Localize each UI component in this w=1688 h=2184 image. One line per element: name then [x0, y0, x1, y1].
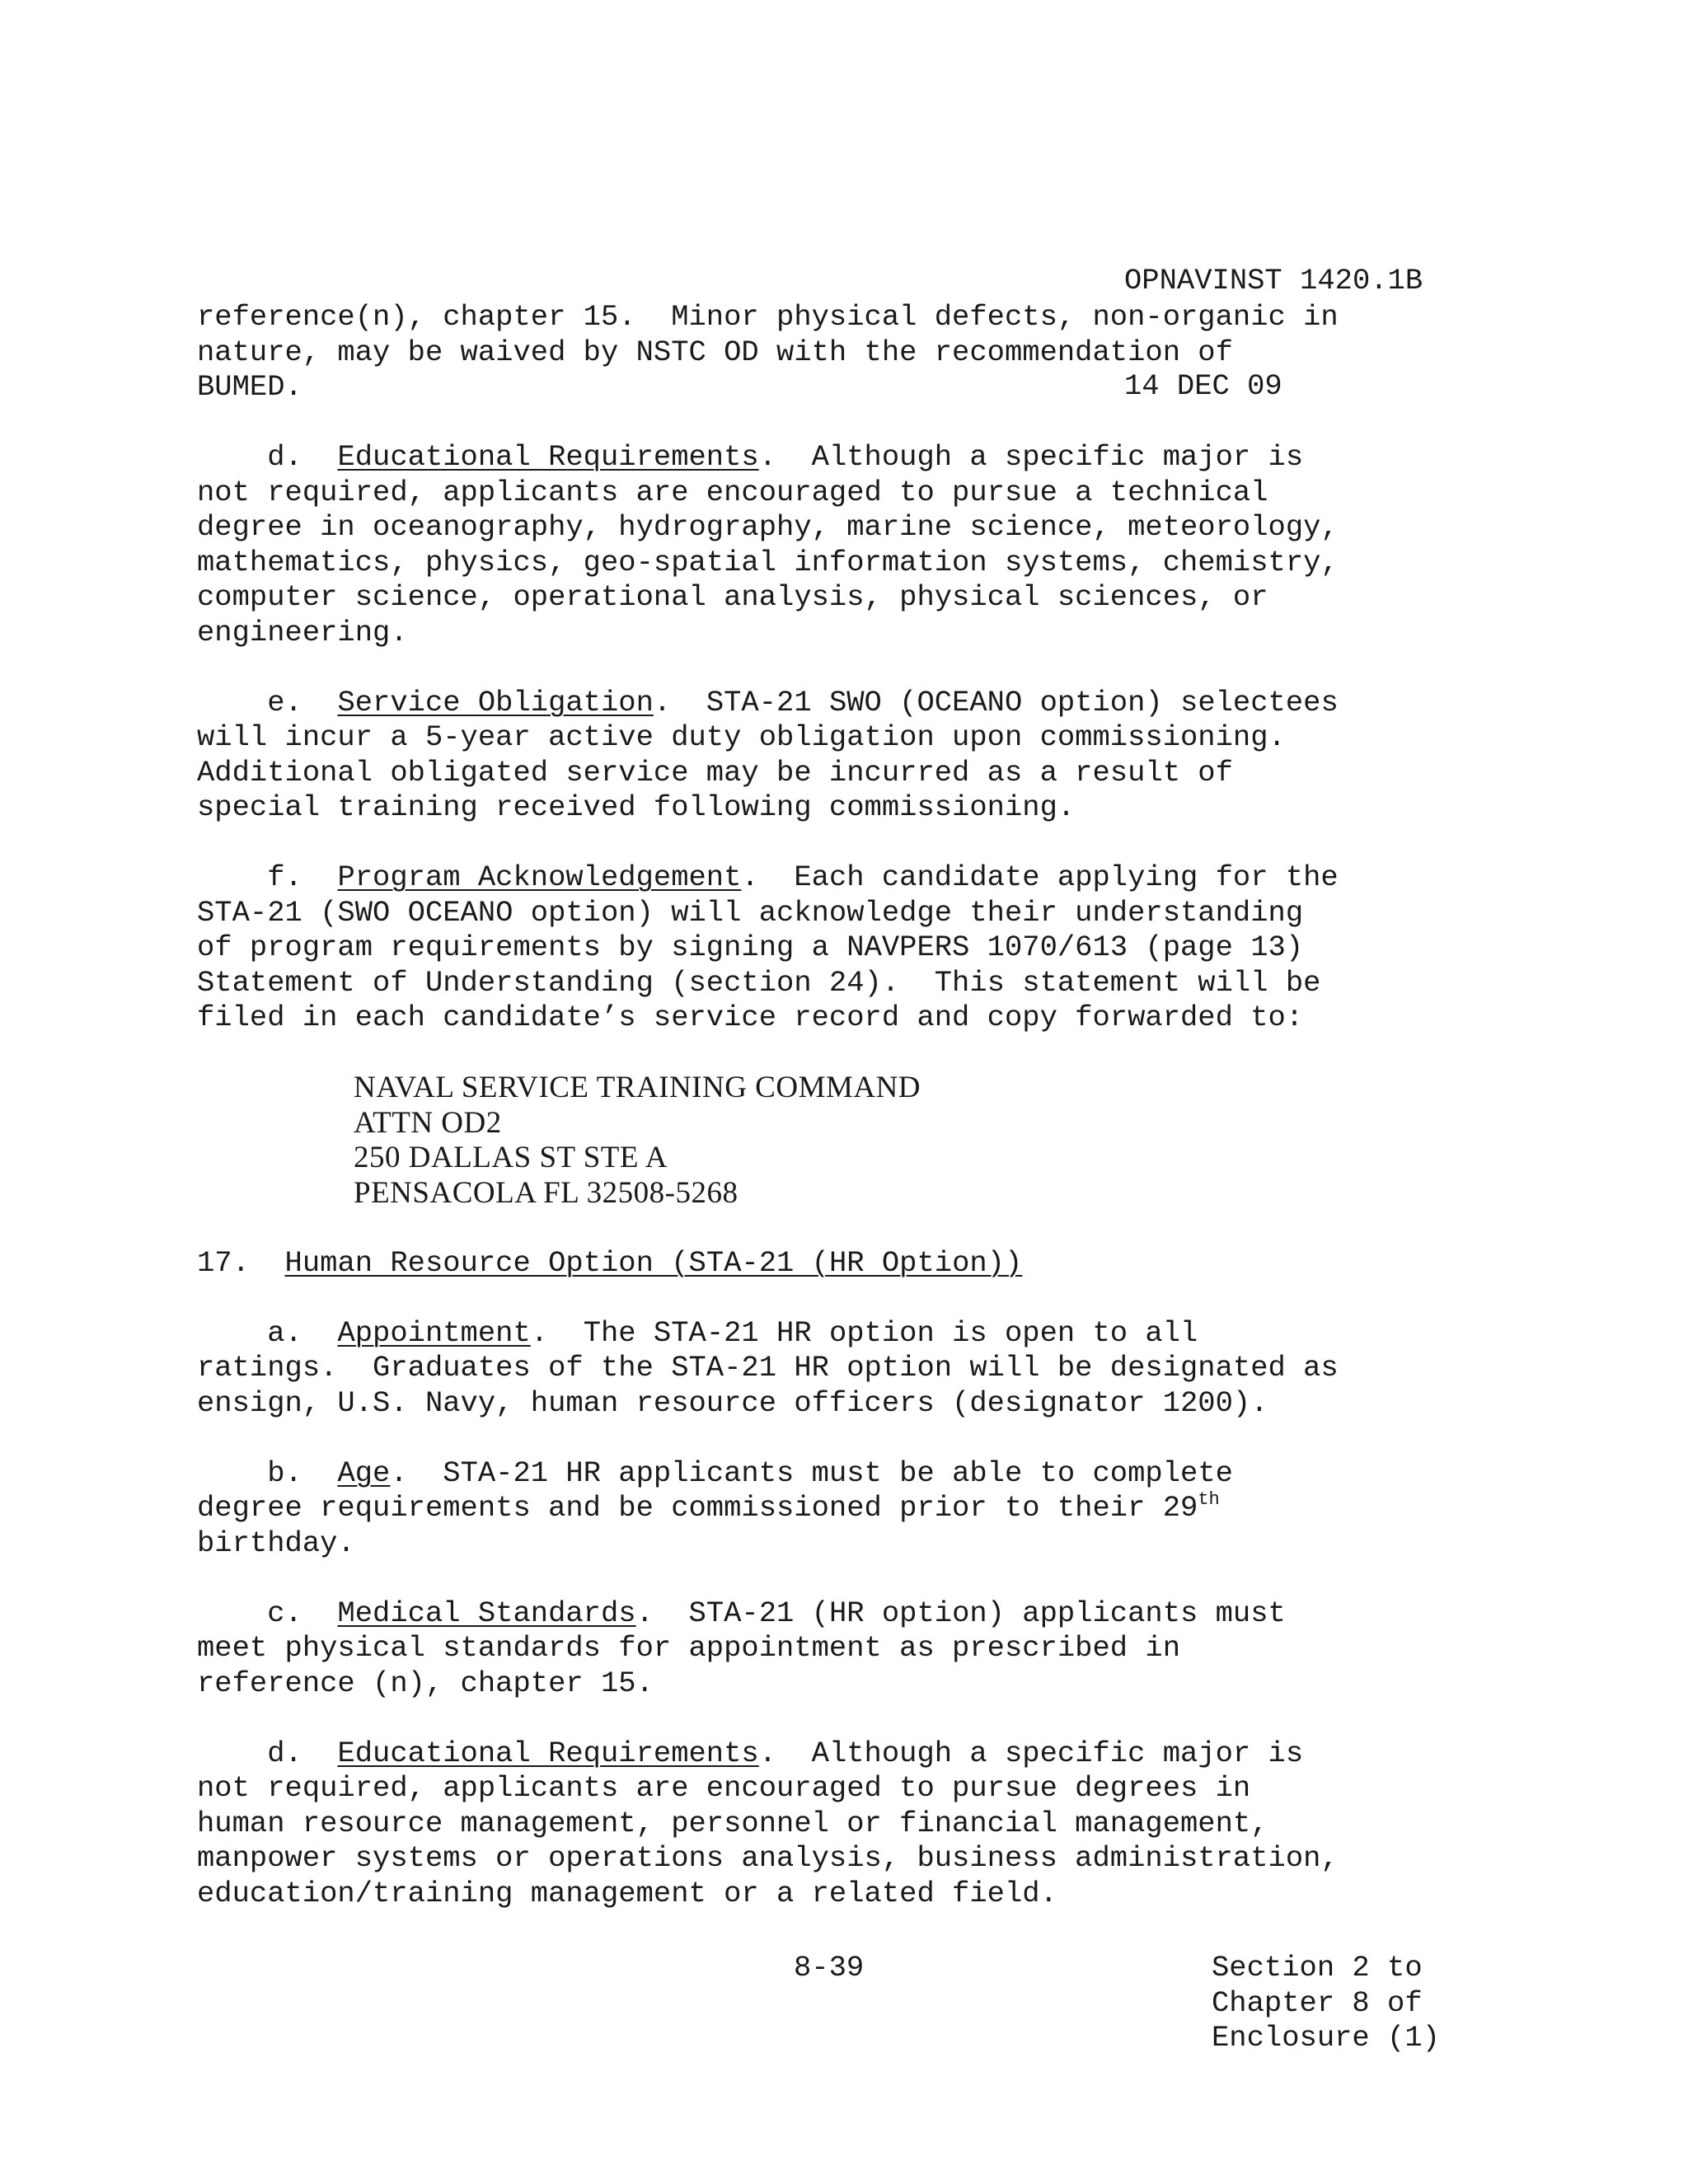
text-line: mathematics, physics, geo-spatial information systems, chemistry, — [197, 545, 1339, 579]
text-line: ensign, U.S. Navy, human resource officers (designator 1200). — [197, 1385, 1268, 1420]
document-date: 14 DEC 09 — [1124, 368, 1282, 403]
paragraph-label: d. — [267, 440, 302, 474]
paragraph-text: . STA-21 (HR option) applicants must — [635, 1596, 1286, 1630]
location-line: Enclosure (1) — [1212, 2021, 1440, 2055]
paragraph-label: e. — [267, 685, 302, 719]
section-heading — [197, 1246, 1483, 1282]
paragraph-label: b. — [267, 1455, 302, 1490]
text-line: meet physical standards for appointment as prescribed in — [197, 1631, 1180, 1665]
page-location — [1212, 1951, 1440, 2056]
paragraph-age — [197, 1456, 1483, 1562]
paragraph-appointment — [197, 1316, 1483, 1422]
paragraph-text: . Although a specific major is — [758, 1736, 1304, 1770]
document-body — [197, 300, 1483, 1911]
paragraph-title: Program Acknowledgement — [337, 860, 742, 894]
paragraph-label: a. — [267, 1315, 302, 1350]
address-line: 250 DALLAS ST STE A — [354, 1141, 668, 1174]
paragraph-title: Appointment — [337, 1315, 531, 1350]
text-line: STA-21 (SWO OCEANO option) will acknowledge their understanding — [197, 895, 1304, 930]
paragraph-educational-requirements-swo — [197, 440, 1483, 650]
paragraph-service-obligation — [197, 686, 1483, 826]
text-line: will incur a 5-year active duty obligation upon commissioning. — [197, 720, 1286, 754]
text-line: ratings. Graduates of the STA-21 HR option will be designated as — [197, 1351, 1339, 1385]
paragraph-label: c. — [267, 1596, 302, 1630]
text-line: computer science, operational analysis, physical sciences, or — [197, 580, 1268, 614]
paragraph-text: . STA-21 HR applicants must be able to complete — [390, 1455, 1233, 1490]
location-line: Chapter 8 of — [1212, 1985, 1423, 2020]
continuation-paragraph — [197, 300, 1483, 405]
section-title: Human Resource Option (STA-21 (HR Option)) — [284, 1245, 1023, 1280]
text-line: Additional obligated service may be incurred as a result of — [197, 755, 1233, 790]
paragraph-educational-requirements-hr — [197, 1736, 1483, 1912]
text-line: engineering. — [197, 615, 408, 649]
mailing-address — [197, 1071, 1483, 1211]
ordinal-suffix: th — [1198, 1489, 1220, 1510]
paragraph-title: Service Obligation — [337, 685, 654, 719]
paragraph-text: . Although a specific major is — [758, 440, 1304, 474]
paragraph-medical-standards — [197, 1596, 1483, 1702]
text-line: not required, applicants are encouraged to pursue a technical — [197, 475, 1268, 509]
paragraph-label: f. — [267, 860, 302, 894]
text-line: of program requirements by signing a NAVPERS 1070/613 (page 13) — [197, 930, 1304, 964]
paragraph-title: Educational Requirements — [337, 440, 759, 474]
text-line: filed in each candidate’s service record and copy forwarded to: — [197, 1001, 1304, 1034]
section-number: 17. — [197, 1245, 250, 1280]
text-line: degree requirements and be commissioned prior to their 29 — [197, 1491, 1198, 1525]
paragraph-title: Age — [337, 1455, 391, 1490]
paragraph-text: . The STA-21 HR option is open to all — [530, 1315, 1198, 1350]
text-line: birthday. — [197, 1526, 355, 1560]
paragraph-title: Educational Requirements — [337, 1736, 759, 1770]
address-line: ATTN OD2 — [354, 1105, 502, 1140]
text-line: education/training management or a related field. — [197, 1876, 1057, 1910]
document-id: OPNAVINST 1420.1B — [1124, 264, 1423, 298]
text-line: manpower systems or operations analysis, business administration, — [197, 1841, 1339, 1875]
text-line: Statement of Understanding (section 24). This statement will be — [197, 965, 1321, 1000]
page-number: 8-39 — [794, 1951, 865, 1985]
address-line: NAVAL SERVICE TRAINING COMMAND — [354, 1071, 921, 1104]
text-line: reference (n), chapter 15. — [197, 1666, 654, 1700]
paragraph-program-acknowledgement — [197, 860, 1483, 1036]
address-line: PENSACOLA FL 32508-5268 — [354, 1175, 738, 1210]
text-line: degree in oceanography, hydrography, marine science, meteorology, — [197, 510, 1339, 544]
paragraph-text: . STA-21 SWO (OCEANO option) selectees — [653, 685, 1339, 719]
text-line: not required, applicants are encouraged to pursue degrees in — [197, 1771, 1251, 1805]
text-line: BUMED. — [197, 370, 302, 404]
location-line: Section 2 to — [1212, 1951, 1423, 1985]
paragraph-label: d. — [267, 1736, 302, 1770]
text-line: reference(n), chapter 15. Minor physical defects, non-organic in — [197, 300, 1339, 334]
paragraph-title: Medical Standards — [337, 1596, 636, 1630]
text-line: human resource management, personnel or financial management, — [197, 1806, 1268, 1840]
text-line: nature, may be waived by NSTC OD with the recommendation of — [197, 335, 1233, 369]
paragraph-text: . Each candidate applying for the — [741, 860, 1339, 894]
text-line: special training received following commissioning. — [197, 790, 1076, 824]
